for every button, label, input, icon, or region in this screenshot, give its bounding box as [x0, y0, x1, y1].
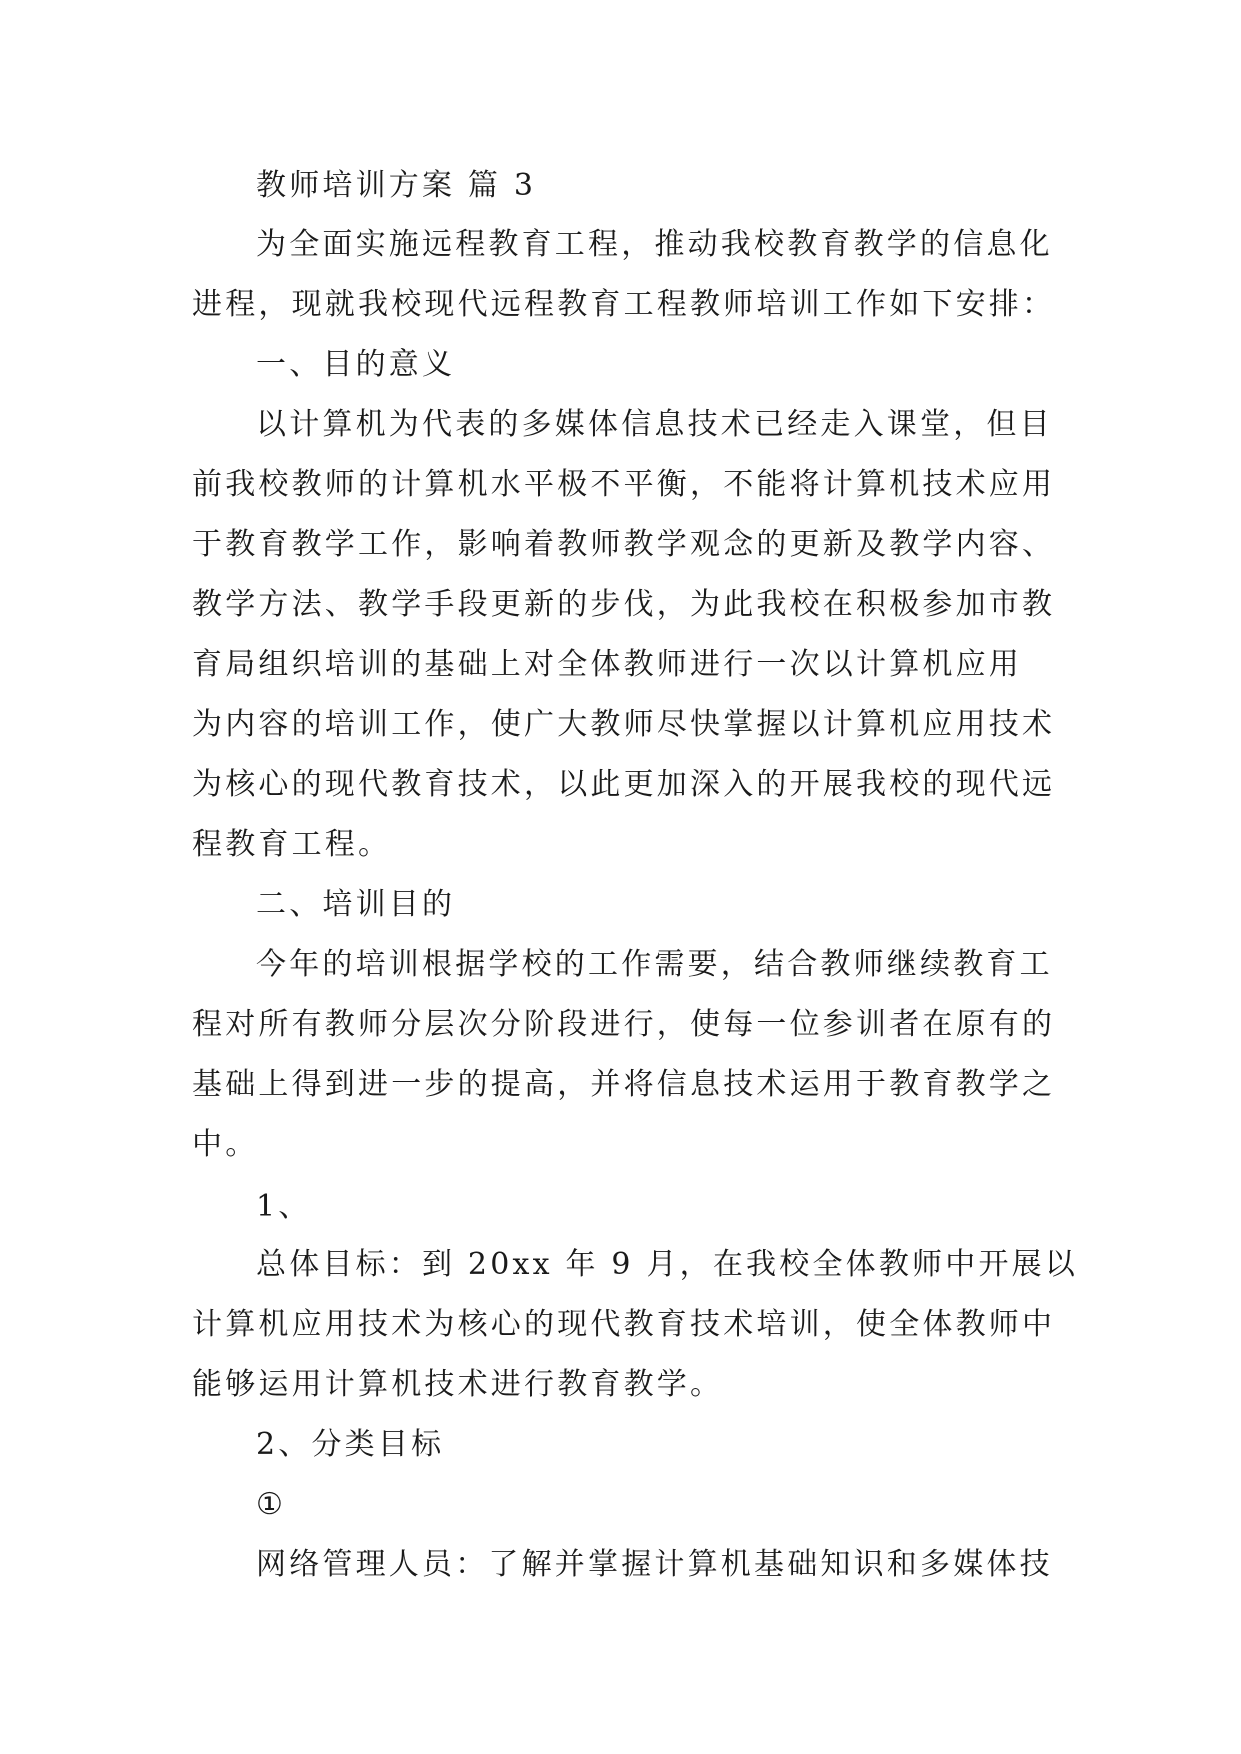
paragraph-line: 为核心的现代教育技术，以此更加深入的开展我校的现代远	[192, 767, 1056, 802]
paragraph-line: 教学方法、教学手段更新的步伐，为此我校在积极参加市教	[192, 587, 1056, 622]
list-number: 1、	[256, 1189, 312, 1224]
paragraph-line: 网络管理人员：了解并掌握计算机基础知识和多媒体技	[256, 1547, 1053, 1582]
paragraph-line: 进程，现就我校现代远程教育工程教师培训工作如下安排：	[192, 287, 1056, 322]
list-marker: ①	[256, 1487, 287, 1522]
paragraph-line: 育局组织培训的基础上对全体教师进行一次以计算机应用	[192, 647, 1022, 682]
paragraph-line: 程对所有教师分层次分阶段进行，使每一位参训者在原有的	[192, 1007, 1056, 1042]
section-heading: 一、目的意义	[256, 347, 456, 382]
paragraph-line: 计算机应用技术为核心的现代教育技术培训，使全体教师中	[192, 1307, 1056, 1342]
paragraph-line: 程教育工程。	[192, 827, 392, 862]
paragraph-line: 总体目标：到 20xx 年 9 月，在我校全体教师中开展以	[256, 1247, 1079, 1282]
paragraph-line: 为全面实施远程教育工程，推动我校教育教学的信息化	[256, 227, 1053, 262]
paragraph-line: 今年的培训根据学校的工作需要，结合教师继续教育工	[256, 947, 1053, 982]
subsection-heading: 2、分类目标	[256, 1427, 445, 1462]
paragraph-line: 为内容的培训工作，使广大教师尽快掌握以计算机应用技术	[192, 707, 1056, 742]
paragraph-line: 能够运用计算机技术进行教育教学。	[192, 1367, 724, 1402]
document-title: 教师培训方案 篇 3	[256, 168, 537, 203]
section-heading: 二、培训目的	[256, 887, 456, 922]
paragraph-line: 基础上得到进一步的提高，并将信息技术运用于教育教学之	[192, 1067, 1056, 1102]
paragraph-line: 于教育教学工作，影响着教师教学观念的更新及教学内容、	[192, 527, 1056, 562]
paragraph-line: 中。	[192, 1127, 259, 1162]
paragraph-line: 以计算机为代表的多媒体信息技术已经走入课堂，但目	[256, 407, 1053, 442]
paragraph-line: 前我校教师的计算机水平极不平衡，不能将计算机技术应用	[192, 467, 1056, 502]
